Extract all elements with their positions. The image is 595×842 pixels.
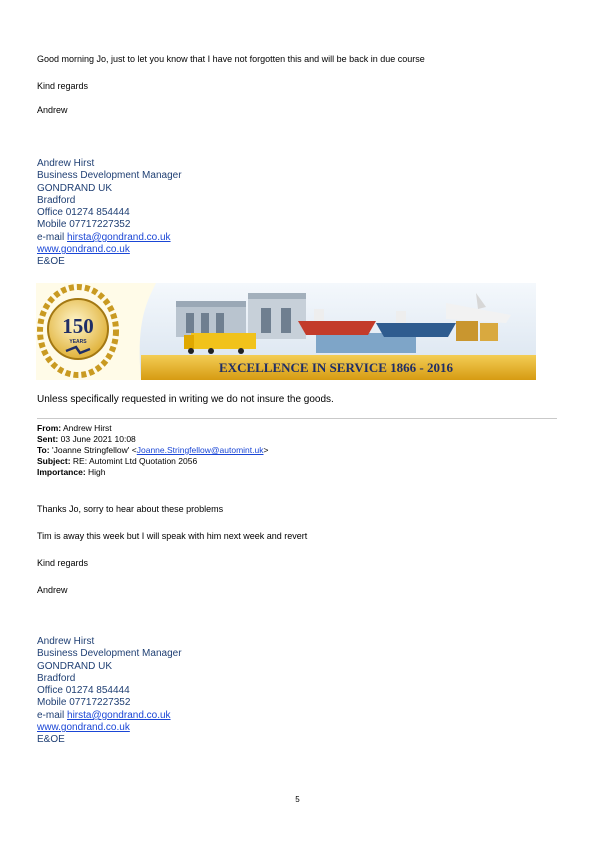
website-link[interactable]: www.gondrand.co.uk xyxy=(37,722,130,734)
banner-graphic xyxy=(36,283,536,380)
email-link[interactable]: hirsta@gondrand.co.uk xyxy=(67,709,171,721)
from-value: Andrew Hirst xyxy=(63,423,112,433)
signature-title: Business Development Manager xyxy=(37,648,182,660)
sent-label: Sent: xyxy=(37,434,59,444)
email-label: e-mail xyxy=(37,709,65,721)
badge-years: YEARS xyxy=(69,339,87,345)
signature-city: Bradford xyxy=(37,672,76,684)
signature-office: Office 01274 854444 xyxy=(37,207,130,219)
eoe-text: E&OE xyxy=(37,734,65,746)
badge-number: 150 xyxy=(62,314,94,338)
sender-name: Andrew xyxy=(37,105,68,115)
sender-name-2: Andrew xyxy=(37,585,68,595)
signature-office: Office 01274 854444 xyxy=(37,685,130,697)
banner-tagline: EXCELLENCE IN SERVICE 1866 - 2016 xyxy=(219,360,453,375)
page-number: 5 xyxy=(295,795,300,804)
signature-block-2 xyxy=(37,636,182,747)
from-label: From: xyxy=(37,423,62,433)
to-label: To: xyxy=(37,445,50,455)
to-end: > xyxy=(263,445,269,455)
greeting-text: Good morning Jo, just to let you know that I have not forgotten this and will be back in due course xyxy=(37,54,425,64)
signature-company: GONDRAND UK xyxy=(37,660,113,672)
separator-line xyxy=(37,418,557,419)
signature-city: Bradford xyxy=(37,194,76,206)
signature-email-line xyxy=(37,232,182,244)
email-link[interactable]: hirsta@gondrand.co.uk xyxy=(67,231,171,243)
signature-title: Business Development Manager xyxy=(37,170,182,182)
importance-value: High xyxy=(88,467,106,477)
signature-mobile: Mobile 07717227352 xyxy=(37,219,131,231)
to-name: 'Joanne Stringfellow' < xyxy=(51,445,137,455)
signature-company: GONDRAND UK xyxy=(37,182,113,194)
subject-value: RE: Automint Ltd Quotation 2056 xyxy=(72,456,198,466)
signature-email-line xyxy=(37,710,182,722)
closing-text-2: Kind regards xyxy=(37,558,89,568)
body-line-2: Tim is away this week but I will speak with him next week and revert xyxy=(37,531,308,541)
website-link[interactable]: www.gondrand.co.uk xyxy=(37,244,130,256)
importance-label: Importance: xyxy=(37,467,86,477)
signature-block xyxy=(37,158,182,269)
company-banner xyxy=(36,283,536,380)
sent-value: 03 June 2021 10:08 xyxy=(60,434,136,444)
signature-name: Andrew Hirst xyxy=(37,636,95,647)
to-email-link[interactable]: Joanne.Stringfellow@automint.uk xyxy=(136,445,264,455)
eoe-text: E&OE xyxy=(37,256,65,268)
signature-mobile: Mobile 07717227352 xyxy=(37,697,131,709)
closing-text: Kind regards xyxy=(37,81,89,91)
email-label: e-mail xyxy=(37,231,65,243)
signature-name: Andrew Hirst xyxy=(37,158,95,169)
subject-label: Subject: xyxy=(37,456,71,466)
email-header xyxy=(37,423,268,478)
insurance-disclaimer: Unless specifically requested in writing we do not insure the goods. xyxy=(37,394,334,405)
body-line-1: Thanks Jo, sorry to hear about these problems xyxy=(37,504,224,514)
